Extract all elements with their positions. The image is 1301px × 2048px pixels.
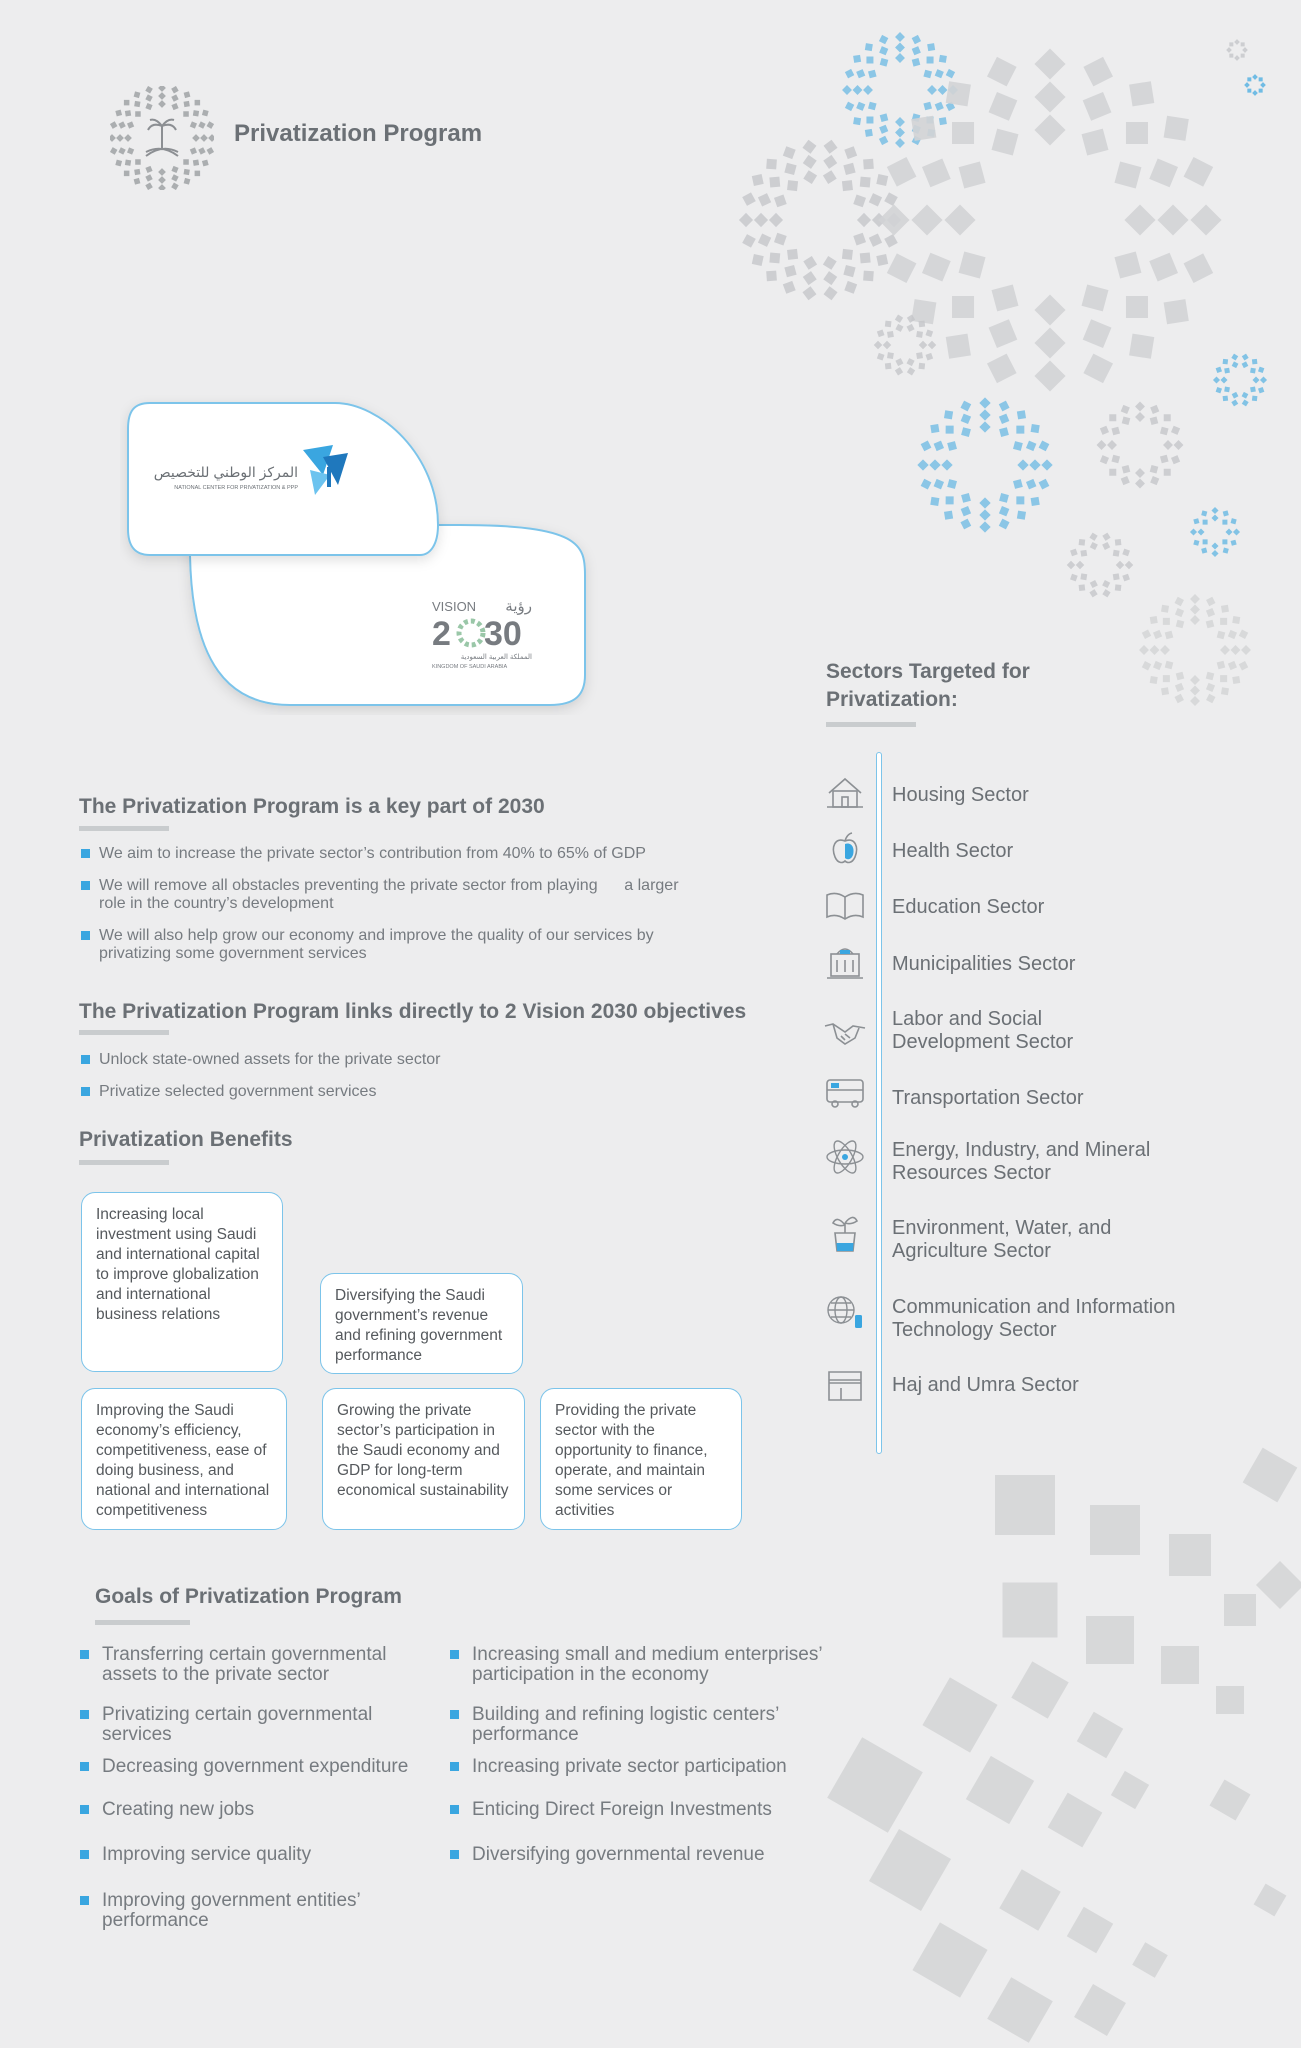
house-icon: [823, 771, 867, 815]
benefit-box: Improving the Saudi economy’s efficiency, competitiveness, ease of doing business, and national and international competitiveness: [81, 1388, 287, 1530]
bus-icon: [823, 1070, 867, 1114]
benefit-box: Diversifying the Saudi government’s revenue and refining government performance: [320, 1273, 523, 1374]
sector-health: Health Sector: [892, 840, 1014, 862]
goals-rule: [95, 1620, 190, 1625]
key-part-rule: [79, 826, 169, 831]
list-item: Creating new jobs: [80, 1800, 462, 1820]
ncp-arabic-name: المركز الوطني للتخصيص: [153, 464, 298, 480]
sector-transportation: Transportation Sector: [892, 1087, 1084, 1109]
list-item: Improving service quality: [80, 1845, 462, 1865]
decorative-star-pattern-top: [739, 32, 1267, 706]
list-item: Privatizing certain governmental services: [80, 1705, 422, 1745]
list-item: Increasing private sector participation: [450, 1757, 872, 1777]
list-item: Diversifying governmental revenue: [450, 1845, 872, 1865]
key-part-list: [79, 845, 679, 977]
sector-education: Education Sector: [892, 896, 1045, 918]
ncp-english-name: NATIONAL CENTER FOR PRIVATIZATION & PPP: [174, 485, 298, 491]
sector-communication: Communication and Information Technology Sector: [892, 1296, 1176, 1341]
list-item: We will remove all obstacles preventing the private sector from playing a larger role in the country’s development: [79, 877, 679, 913]
sector-environment: Environment, Water, and Agriculture Sector: [892, 1217, 1112, 1262]
vision-arabic-word: رؤية: [505, 598, 532, 615]
page-title: Privatization Program: [234, 120, 483, 147]
apple-icon: [823, 827, 867, 871]
list-item: Building and refining logistic centers’ performance: [450, 1705, 832, 1745]
handshake-icon: [823, 1010, 867, 1054]
atom-icon: [823, 1135, 867, 1179]
sector-housing: Housing Sector: [892, 784, 1029, 806]
sector-energy: Energy, Industry, and Mineral Resources Sector: [892, 1139, 1151, 1184]
list-item: We will also help grow our economy and improve the quality of our services by privatizing some government services: [79, 927, 679, 963]
sectors-heading: Sectors Targeted for Privatization:: [826, 660, 1030, 711]
list-item: Decreasing government expenditure: [80, 1757, 462, 1777]
list-item: Unlock state-owned assets for the private sector: [79, 1051, 679, 1069]
benefit-box: Increasing local investment using Saudi and international capital to improve globalization and international business relations: [81, 1192, 283, 1372]
sector-municipalities: Municipalities Sector: [892, 953, 1076, 975]
objectives-rule: [79, 1030, 169, 1035]
objectives-list: [79, 1051, 679, 1115]
sectors-rule: [826, 722, 916, 727]
kaaba-icon: [823, 1362, 867, 1406]
book-icon: [823, 883, 867, 927]
globe-phone-icon: [823, 1290, 867, 1334]
list-item: Increasing small and medium enterprises’ participation in the economy: [450, 1645, 872, 1685]
sector-labor: Labor and Social Development Sector: [892, 1008, 1074, 1053]
list-item: Improving government entities’ performance: [80, 1891, 422, 1931]
key-part-heading: The Privatization Program is a key part of 2030: [79, 795, 545, 818]
vision-year-30: 30: [484, 615, 522, 653]
benefit-box: Providing the private sector with the opportunity to finance, operate, and maintain some services or activities: [540, 1388, 742, 1530]
sectors-timeline: [876, 752, 882, 1454]
benefit-box: Growing the private sector’s participation in the Saudi economy and GDP for long-term economical sustainability: [322, 1388, 525, 1530]
objectives-heading: The Privatization Program links directly to 2 Vision 2030 objectives: [79, 1000, 747, 1023]
saudi-emblem-star-icon: [110, 86, 214, 190]
decorative-squares-bottom: [827, 1448, 1301, 2043]
vision-word: VISION: [432, 599, 477, 614]
vision-year-2: 2: [432, 615, 451, 653]
goals-heading: Goals of Privatization Program: [95, 1585, 402, 1608]
list-item: We aim to increase the private sector’s contribution from 40% to 65% of GDP: [79, 845, 679, 863]
list-item: Transferring certain governmental assets to the private sector: [80, 1645, 422, 1685]
vision-kingdom-ar: المملكة العربية السعودية: [460, 654, 532, 661]
plant-glass-icon: [823, 1211, 867, 1255]
vision-kingdom-en: KINGDOM OF SAUDI ARABIA: [432, 664, 508, 670]
sector-haj-umra: Haj and Umra Sector: [892, 1374, 1079, 1396]
benefits-heading: Privatization Benefits: [79, 1128, 293, 1151]
benefits-rule: [79, 1160, 169, 1165]
list-item: Privatize selected government services: [79, 1083, 679, 1101]
partner-logos: [120, 395, 600, 715]
list-item: Enticing Direct Foreign Investments: [450, 1800, 872, 1820]
municipal-building-icon: [823, 940, 867, 984]
